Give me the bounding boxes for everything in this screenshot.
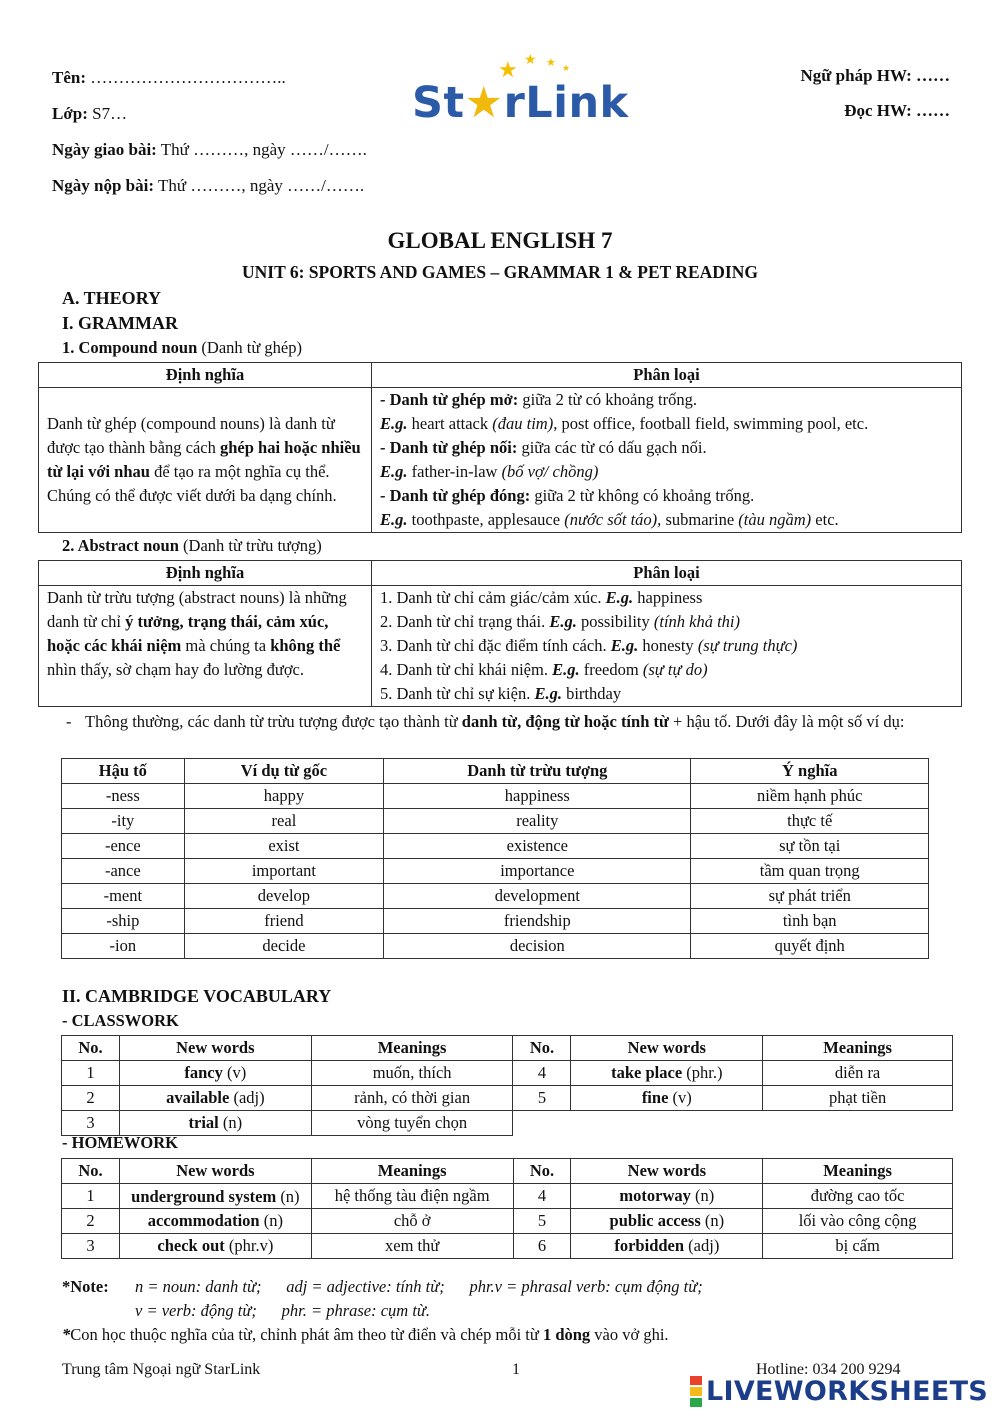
footer-center-name: Trung tâm Ngoại ngữ StarLink <box>62 1361 261 1378</box>
classwork-heading: - CLASSWORK <box>62 1011 179 1030</box>
column-header: New words <box>571 1159 763 1184</box>
section-theory: A. THEORY <box>62 288 162 308</box>
row-number: 2 <box>62 1209 120 1234</box>
table-row <box>62 1111 953 1136</box>
table-header-row <box>62 759 929 784</box>
table-row <box>62 884 929 909</box>
logo-wordmark: St★rLink <box>412 78 629 128</box>
row-number: 1 <box>62 1184 120 1209</box>
row-number: 4 <box>513 1184 571 1209</box>
table-cell: develop <box>184 884 384 909</box>
vocab-word <box>571 1086 763 1111</box>
compound-definition: Danh từ ghép (compound nouns) là danh từ được tạo thành bằng cách ghép hai hoặc nhiều từ lại với nhau để tạo ra một nghĩa cụ thể. Chúng có thể được viết dưới ba dạng chính. <box>39 388 372 533</box>
table-row <box>62 1234 953 1259</box>
vocab-word-text: check out <box>157 1236 225 1255</box>
table-cell: tình bạn <box>691 909 929 934</box>
part-of-speech: (n) <box>700 1211 725 1230</box>
vocab-meaning: đường cao tốc <box>763 1184 953 1209</box>
row-number: 4 <box>513 1061 571 1086</box>
vocab-meaning: lối vào công cộng <box>763 1209 953 1234</box>
column-header: Meanings <box>311 1036 513 1061</box>
vocab-word <box>119 1184 311 1209</box>
column-header: Danh từ trừu tượng <box>384 759 691 784</box>
part-of-speech: (n) <box>276 1186 300 1206</box>
table-cell: quyết định <box>691 934 929 959</box>
row-number: 3 <box>62 1234 120 1259</box>
column-header: New words <box>119 1036 311 1061</box>
vocab-word-text: available <box>166 1088 230 1107</box>
table-cell: importance <box>384 859 691 884</box>
table-cell: development <box>384 884 691 909</box>
footer-hotline: Hotline: 034 200 9294 <box>756 1361 901 1378</box>
table-cell: real <box>184 809 384 834</box>
vocab-word <box>571 1209 763 1234</box>
row-number: 2 <box>62 1086 120 1111</box>
table-row <box>62 1209 953 1234</box>
table-row <box>62 1086 953 1111</box>
table-cell: tầm quan trọng <box>691 859 929 884</box>
liveworksheets-watermark: LIVEWORKSHEETS <box>690 1374 988 1408</box>
part-of-speech: (phr.) <box>682 1063 723 1082</box>
row-number: 1 <box>62 1061 120 1086</box>
note-line-2: v = verb: động từ; phr. = phrase: cụm từ. <box>135 1301 431 1320</box>
table-cell: reality <box>384 809 691 834</box>
table-cell: friendship <box>384 909 691 934</box>
table-cell: -ment <box>62 884 185 909</box>
homework-table <box>61 1158 953 1259</box>
page-number: 1 <box>512 1361 520 1378</box>
part-of-speech: (v) <box>668 1088 692 1107</box>
table-row <box>62 934 929 959</box>
table-cell: niềm hạnh phúc <box>691 784 929 809</box>
abstract-classification: 1. Danh từ chỉ cảm giác/cảm xúc. E.g. happiness 2. Danh từ chỉ trạng thái. E.g. possibility (tính khả thi) 3. Danh từ chỉ đặc điểm tính cách. E.g. honesty (sự trung thực) 4. Danh từ chỉ khái niệm. E.g. freedom (sự tự do) 5. Danh từ chỉ sự kiện. E.g. birthday <box>372 586 962 707</box>
table-row <box>62 859 929 884</box>
row-number: 5 <box>513 1086 571 1111</box>
part-of-speech: (n) <box>259 1211 283 1230</box>
vocab-word-text: trial <box>188 1113 219 1132</box>
table-row <box>62 809 929 834</box>
vocab-word <box>119 1061 311 1086</box>
table-header: Định nghĩa <box>39 363 372 388</box>
vocab-meaning: phạt tiền <box>763 1086 953 1111</box>
row-number: 5 <box>513 1209 571 1234</box>
section-grammar: I. GRAMMAR <box>62 313 178 333</box>
page-title: GLOBAL ENGLISH 7 <box>387 228 613 253</box>
vocab-meaning: hệ thống tàu điện ngầm <box>311 1184 513 1209</box>
class-field: Lớp: S7… <box>52 104 128 123</box>
homework-heading: - HOMEWORK <box>62 1133 178 1152</box>
vocab-word <box>119 1209 311 1234</box>
page-subtitle: UNIT 6: SPORTS AND GAMES – GRAMMAR 1 & PET READING <box>242 262 758 282</box>
column-header: No. <box>513 1159 571 1184</box>
suffix-table <box>61 758 929 959</box>
table-cell: -ence <box>62 834 185 859</box>
submit-date-field: Ngày nộp bài: Thứ ………, ngày ……/……. <box>52 176 365 195</box>
table-cell: decision <box>384 934 691 959</box>
vocab-word-text: public access <box>609 1211 701 1230</box>
compound-classification: - Danh từ ghép mở: giữa 2 từ có khoảng trống. E.g. heart attack (đau tim), post office, football field, swimming pool, etc. - Danh từ ghép nối: giữa các từ có dấu gạch nối. E.g. father-in-law (bố vợ/ chồng) - Danh từ ghép đóng: giữa 2 từ không có khoảng trống. E.g. toothpaste, applesauce (nước sốt táo), submarine (tàu ngầm) etc. <box>372 388 962 533</box>
vocab-word-text: accommodation <box>147 1211 260 1230</box>
table-header: Phân loại <box>372 561 962 586</box>
part-of-speech: (n) <box>218 1113 243 1132</box>
column-header: Meanings <box>763 1036 953 1061</box>
column-header: Ví dụ từ gốc <box>184 759 384 784</box>
vocab-meaning: bị cấm <box>763 1234 953 1259</box>
table-cell: -ship <box>62 909 185 934</box>
table-cell: happy <box>184 784 384 809</box>
vocab-meaning: vòng tuyển chọn <box>311 1111 513 1136</box>
table-cell: -ness <box>62 784 185 809</box>
table-header: Định nghĩa <box>39 561 372 586</box>
part-of-speech: (adj) <box>229 1088 265 1107</box>
table-header-row <box>62 1036 953 1061</box>
compound-noun-table <box>38 362 962 533</box>
column-header: New words <box>571 1036 763 1061</box>
table-row <box>62 909 929 934</box>
part-of-speech: (v) <box>222 1063 247 1082</box>
table-header: Phân loại <box>372 363 962 388</box>
vocab-word-text: fine <box>641 1088 669 1107</box>
vocab-word-text: fancy <box>184 1063 223 1082</box>
assign-date-field: Ngày giao bài: Thứ ………, ngày ……/……. <box>52 140 367 159</box>
suffix-note: - Thông thường, các danh từ trừu tượng được tạo thành từ danh từ, động từ hoặc tính từ + hậu tố. Dưới đây là một số ví dụ: <box>66 712 905 731</box>
vocab-word <box>571 1234 763 1259</box>
row-number: 6 <box>513 1234 571 1259</box>
column-header: Ý nghĩa <box>691 759 929 784</box>
reading-hw-score: Đọc HW: …… <box>844 101 950 120</box>
vocab-word <box>119 1111 311 1136</box>
table-cell: thực tế <box>691 809 929 834</box>
column-header: No. <box>62 1159 120 1184</box>
table-cell: happiness <box>384 784 691 809</box>
table-cell: sự phát triển <box>691 884 929 909</box>
abstract-noun-heading: 2. Abstract noun (Danh từ trừu tượng) <box>62 536 322 555</box>
vocab-word-text: underground system <box>131 1186 277 1206</box>
vocab-meaning: muốn, thích <box>311 1061 513 1086</box>
starlink-logo <box>412 52 642 128</box>
note-line-1: n = noun: danh từ; adj = adjective: tính từ; phr.v = phrasal verb: cụm động từ; <box>135 1277 703 1296</box>
vocab-word <box>119 1234 311 1259</box>
column-header: Meanings <box>763 1159 953 1184</box>
vocab-word <box>571 1184 763 1209</box>
vocab-meaning: diễn ra <box>763 1061 953 1086</box>
column-header: No. <box>62 1036 120 1061</box>
table-cell: decide <box>184 934 384 959</box>
liveworksheets-logo-icon <box>690 1375 702 1408</box>
table-row <box>62 1061 953 1086</box>
table-cell: important <box>184 859 384 884</box>
part-of-speech: (adj) <box>684 1236 720 1255</box>
star-icon: ★ <box>562 64 571 74</box>
row-number: 3 <box>62 1111 120 1136</box>
star-icon: ★ <box>524 52 537 68</box>
vocab-word <box>119 1086 311 1111</box>
vocab-word <box>571 1061 763 1086</box>
table-row <box>62 784 929 809</box>
column-header: Meanings <box>311 1159 513 1184</box>
star-icon: ★ <box>498 58 518 83</box>
table-cell: -ion <box>62 934 185 959</box>
table-cell: existence <box>384 834 691 859</box>
vocab-word-text: motorway <box>619 1186 691 1205</box>
table-cell: friend <box>184 909 384 934</box>
table-cell: -ance <box>62 859 185 884</box>
classwork-table <box>61 1035 953 1136</box>
abstract-noun-table <box>38 560 962 707</box>
part-of-speech: (n) <box>690 1186 715 1205</box>
vocab-meaning: chỗ ở <box>311 1209 513 1234</box>
star-icon: ★ <box>546 56 556 69</box>
note-label: *Note: <box>62 1277 109 1296</box>
grammar-hw-score: Ngữ pháp HW: …… <box>800 66 950 85</box>
abstract-definition: Danh từ trừu tượng (abstract nouns) là những danh từ chỉ ý tưởng, trạng thái, cảm xúc, hoặc các khái niệm mà chúng ta không thể nhìn thấy, sờ chạm hay đo lường được. <box>39 586 372 707</box>
part-of-speech: (phr.v) <box>224 1236 274 1255</box>
column-header: Hậu tố <box>62 759 185 784</box>
table-row <box>62 1184 953 1209</box>
name-field: Tên: …………………………….. <box>52 68 286 87</box>
table-header-row <box>62 1159 953 1184</box>
vocab-word-text: take place <box>611 1063 683 1082</box>
compound-noun-heading: 1. Compound noun (Danh từ ghép) <box>62 338 302 357</box>
vocab-meaning: rảnh, có thời gian <box>311 1086 513 1111</box>
table-cell: exist <box>184 834 384 859</box>
vocab-meaning: xem thử <box>311 1234 513 1259</box>
section-vocabulary: II. CAMBRIDGE VOCABULARY <box>62 986 332 1006</box>
vocab-word-text: forbidden <box>614 1236 685 1255</box>
table-cell: -ity <box>62 809 185 834</box>
column-header: New words <box>119 1159 311 1184</box>
study-instruction: *Con học thuộc nghĩa của từ, chỉnh phát âm theo từ điển và chép mỗi từ 1 dòng vào vở ghi. <box>62 1325 669 1344</box>
table-cell: sự tồn tại <box>691 834 929 859</box>
column-header: No. <box>513 1036 571 1061</box>
table-row <box>62 834 929 859</box>
